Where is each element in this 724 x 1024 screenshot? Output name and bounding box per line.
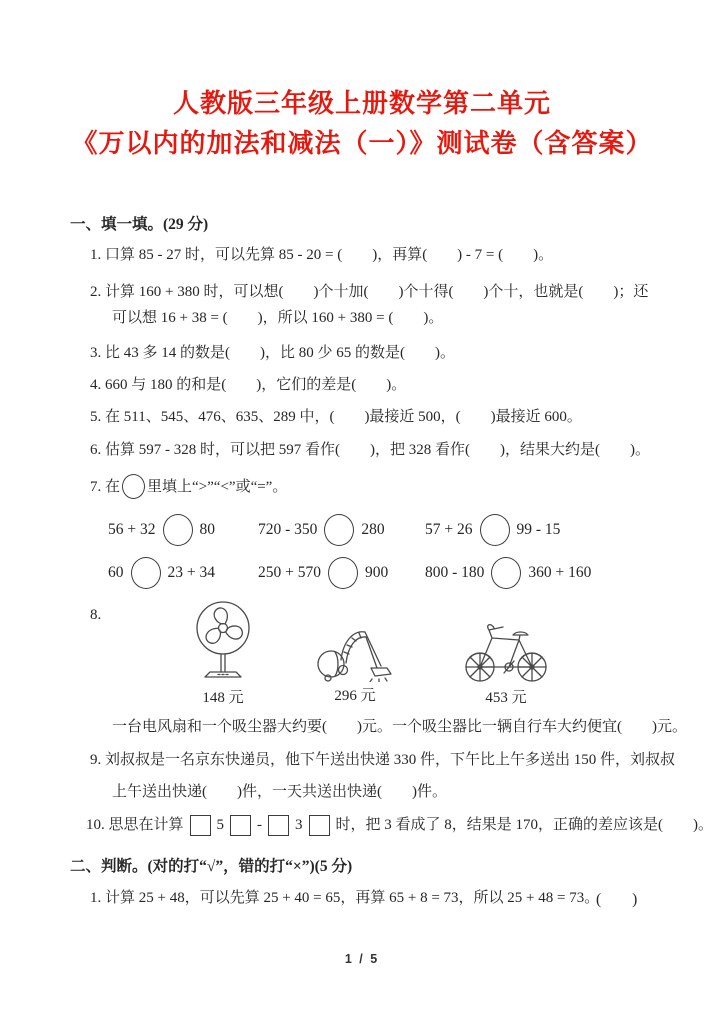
fan-icon [192,600,254,684]
compare-right: 80 [199,521,215,538]
question-9-line2: 上午送出快递( )件，一天共送出快递( )件。 [112,784,447,800]
question-8-text: 一台电风扇和一个吸尘器大约要( )元。一个吸尘器比一辆自行车大约便宜( )元。 [112,719,687,735]
compare-right: 280 [361,521,385,538]
circle-blank-icon [491,557,521,589]
paper-title-line1: 人教版三年级上册数学第二单元 [172,89,551,118]
question-1: 1. 口算 85 - 27 时，可以先算 85 - 20 = ( )，再算( ) - 7 = ( )。 [90,247,554,263]
compare-left: 57 + 26 [425,521,473,538]
section2-heading: 二、判断。(对的打“√”，错的打“×”)(5 分) [70,858,353,875]
question-7-heading [90,474,287,499]
question-6: 6. 估算 597 - 328 时，可以把 597 看作( )，把 328 看作( )，结果大约是( )。 [90,442,650,458]
question-4: 4. 660 与 180 的和是( )，它们的差是( )。 [90,377,407,393]
paper-title-line2: 《万以内的加法和减法（一）》测试卷（含答案） [71,129,653,158]
compare-item-4 [108,557,215,589]
compare-left: 800 - 180 [425,564,485,581]
question-5: 5. 在 511、545、476、635、289 中，( )最接近 500，( )最接近 600。 [90,409,582,425]
question-8-number: 8. [90,607,102,623]
question-10-minus: - [257,817,263,833]
compare-item-2 [258,514,385,546]
page-number: 1 / 5 [344,952,380,966]
bicycle-price-label: 453 元 [485,690,527,706]
question-2-line2: 可以想 16 + 38 = ( )，所以 160 + 380 = ( )。 [112,310,444,326]
circle-blank-icon [328,557,358,589]
digit-box-icon [230,815,251,836]
fan-figure [186,600,260,707]
question-2-line1: 2. 计算 160 + 380 时，可以想( )个十加( )个十得( )个十，也就是( )；还 [90,284,649,300]
question-10-post: 时，把 3 看成了 8，结果是 170，正确的差应该是( )。 [335,817,714,833]
compare-item-1 [108,514,215,546]
circle-blank-icon [163,514,193,546]
compare-right: 900 [365,564,389,581]
compare-right: 99 - 15 [516,521,561,538]
compare-item-3 [425,514,560,546]
question-3: 3. 比 43 多 14 的数是( )，比 80 少 65 的数是( )。 [90,345,455,361]
compare-right: 360 + 160 [528,564,592,581]
section1-heading: 一、填一填。(29 分) [70,216,209,233]
question-10-pre: 10. 思思在计算 [86,817,184,833]
vacuum-figure [312,624,398,705]
judge-answer-blank: ( ) [596,891,638,908]
circle-blank-icon [122,474,145,499]
bicycle-figure [460,620,552,707]
circle-blank-icon [480,514,510,546]
digit-box-icon [190,815,211,836]
compare-left: 60 [108,564,124,581]
digit-box-icon [309,815,330,836]
compare-item-6 [425,557,591,589]
question-10-digit1: 5 [216,817,225,833]
compare-item-5 [258,557,388,589]
vacuum-price-label: 296 元 [334,688,376,704]
vacuum-icon [315,624,395,682]
compare-right: 23 + 34 [167,564,215,581]
compare-left: 56 + 32 [108,521,156,538]
question-10 [86,814,713,836]
compare-left: 720 - 350 [258,521,318,538]
digit-box-icon [268,815,289,836]
question-7-pre: 7. 在 [90,478,121,495]
bicycle-icon [463,620,549,684]
question-10-digit2: 3 [295,817,303,833]
question-9-line1: 9. 刘叔叔是一名京东快递员，他下午送出快递 330 件，下午比上午多送出 150 件，刘叔叔 [90,752,676,768]
circle-blank-icon [324,514,354,546]
paper-title [0,84,724,164]
section2-question-1: 1. 计算 25 + 48，可以先算 25 + 40 = 65，再算 65 + 8 = 73，所以 25 + 48 = 73。 [90,890,600,906]
compare-left: 250 + 570 [258,564,321,581]
question-7-post: 里填上“>”“<”或“=”。 [147,478,288,495]
fan-price-label: 148 元 [202,690,244,706]
circle-blank-icon [131,557,161,589]
